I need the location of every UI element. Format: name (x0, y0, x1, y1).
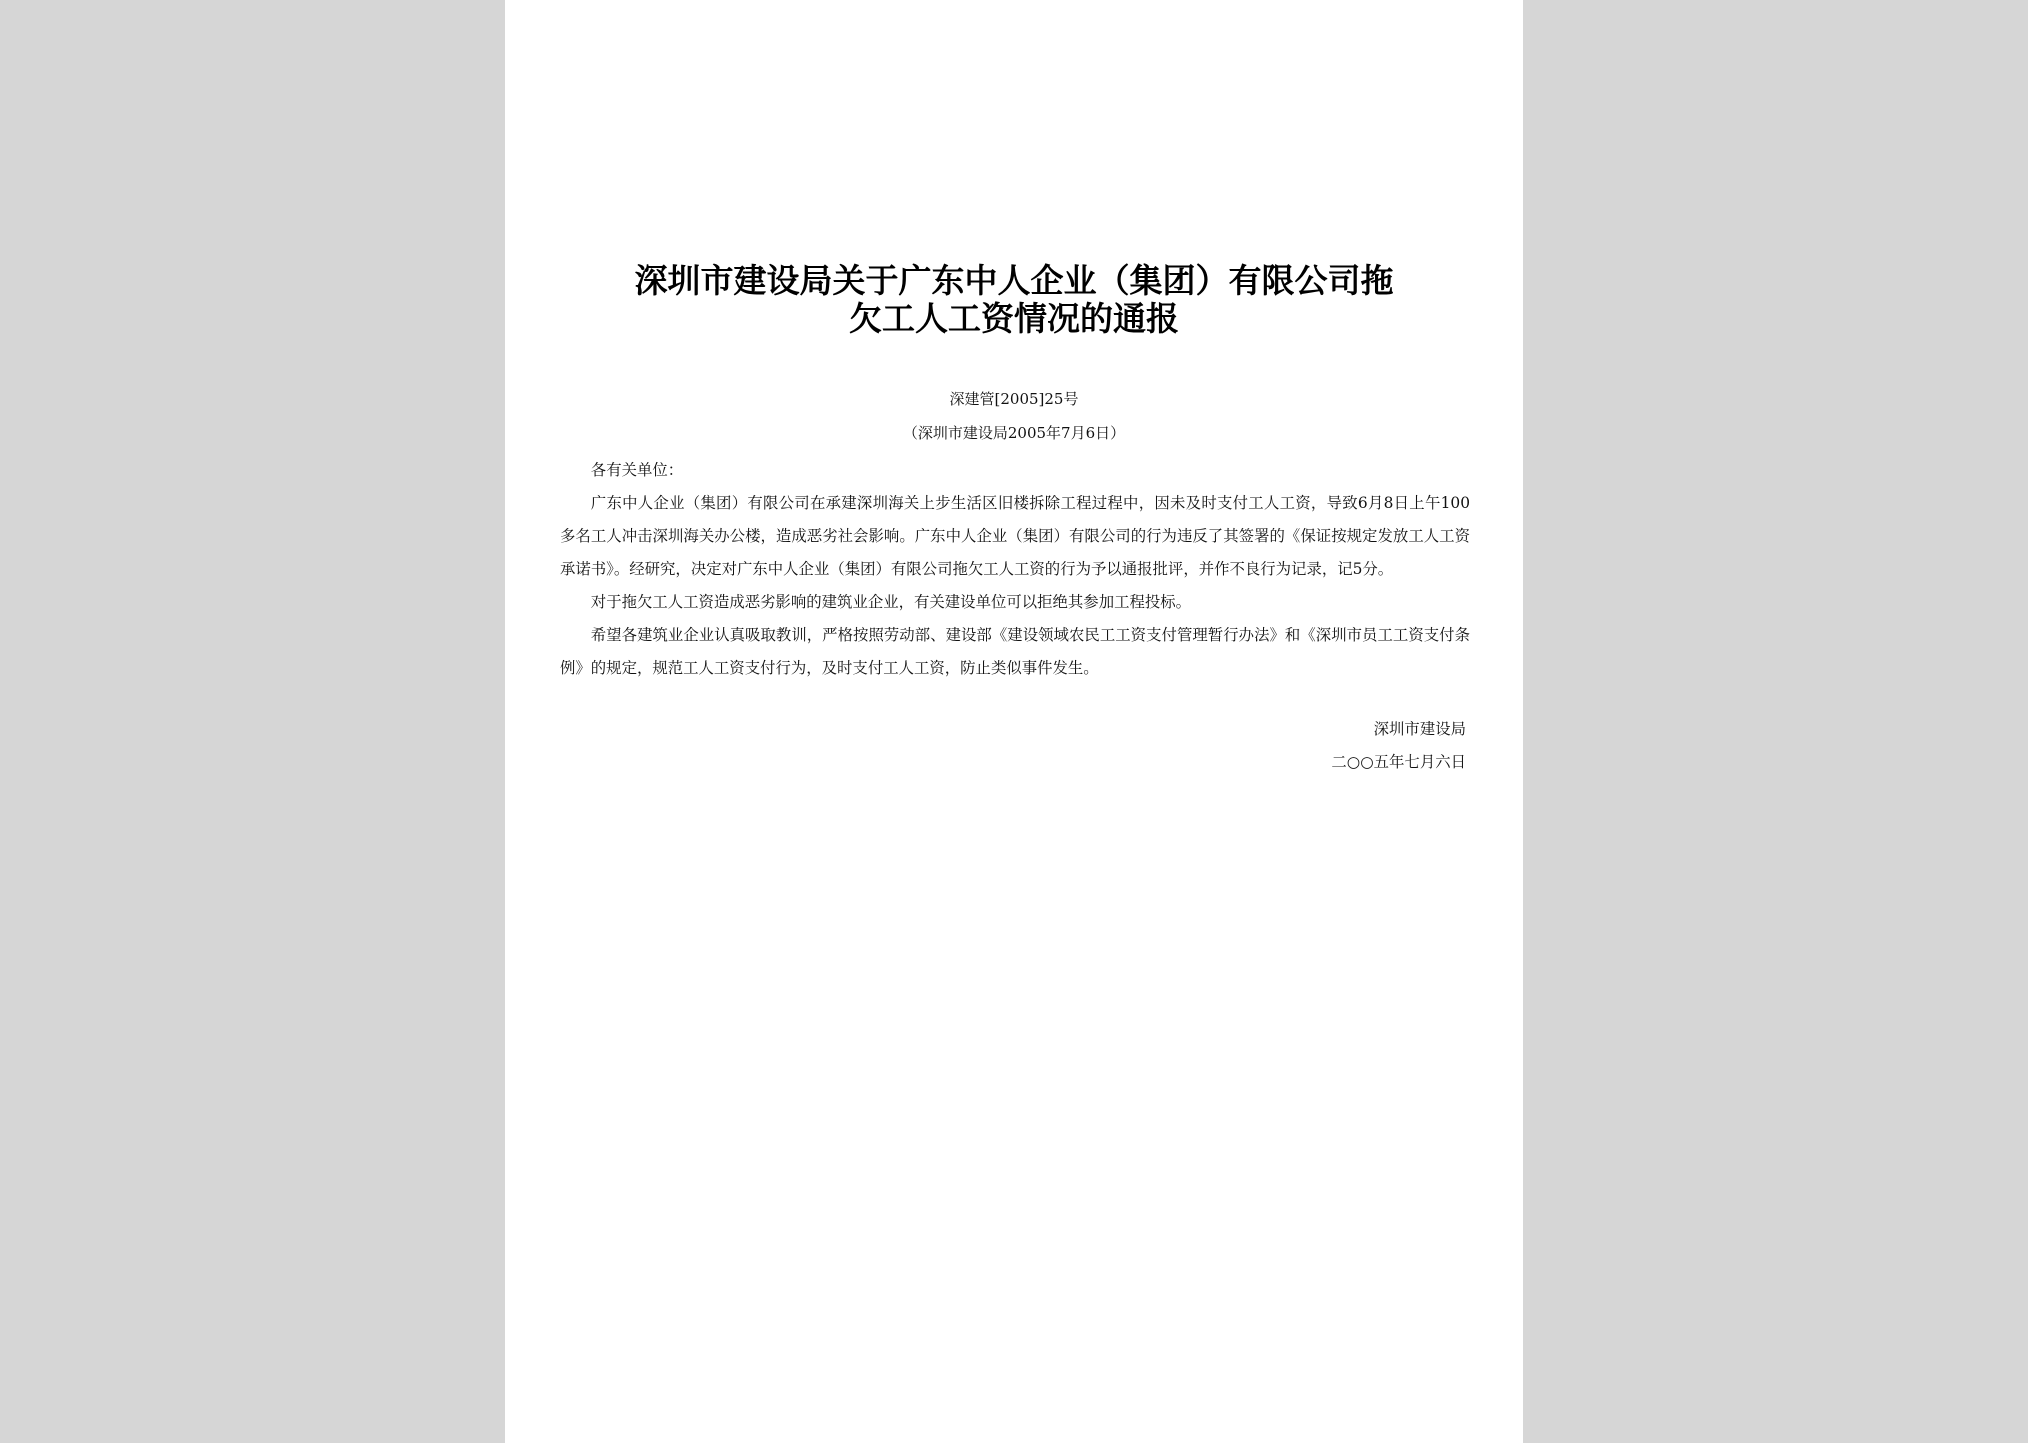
paragraph-1: 广东中人企业（集团）有限公司在承建深圳海关上步生活区旧楼拆除工程过程中，因未及时支付工人工资，导致6月8日上午100多名工人冲击深圳海关办公楼，造成恶劣社会影响。广东中人企业（集团）有限公司的行为违反了其签署的《保证按规定发放工人工资承诺书》。经研究，决定对广东中人企业（集团）有限公司拖欠工人工资的行为予以通报批评，并作不良行为记录，记5分。 (560, 494, 1470, 578)
paragraph-3: 希望各建筑业企业认真吸取教训，严格按照劳动部、建设部《建设领域农民工工资支付管理暂行办法》和《深圳市员工工资支付条例》的规定，规范工人工资支付行为，及时支付工人工资，防止类似事件发生。 (560, 626, 1470, 677)
title-line-2: 欠工人工资情况的通报 (849, 299, 1179, 338)
issuer-line: （深圳市建设局2005年7月6日） (902, 424, 1126, 442)
signature-date: 二○○五年七月六日 (1331, 753, 1466, 771)
signature-organization: 深圳市建设局 (1373, 720, 1466, 738)
document-body (560, 454, 1470, 685)
paragraph-2: 对于拖欠工人工资造成恶劣影响的建筑业企业，有关建设单位可以拒绝其参加工程投标。 (590, 593, 1192, 611)
document-number: 深建管[2005]25号 (949, 390, 1079, 408)
title-line-1: 深圳市建设局关于广东中人企业（集团）有限公司拖 (634, 261, 1394, 300)
document-title (505, 262, 1523, 338)
salutation: 各有关单位： (590, 461, 684, 479)
document-page (505, 0, 1523, 1443)
